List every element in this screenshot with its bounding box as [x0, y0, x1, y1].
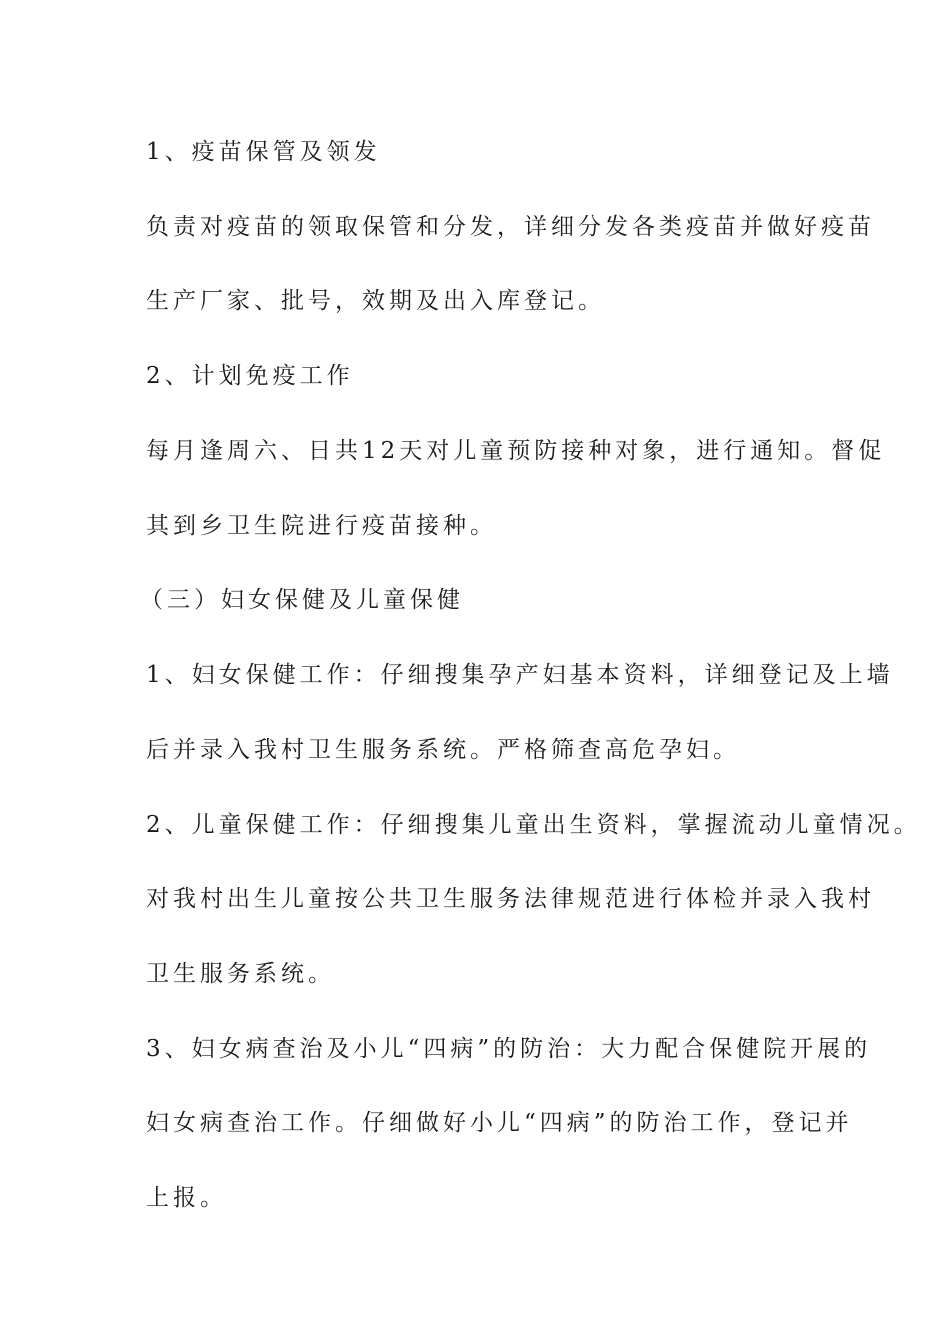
heading-vaccine-storage: 1、疫苗保管及领发: [146, 139, 381, 165]
paragraph-line: 后并录入我村卫生服务系统。严格筛查高危孕妇。: [146, 737, 740, 763]
paragraph-line: 每月逢周六、日共12天对儿童预防接种对象，进行通知。督促: [146, 438, 886, 464]
paragraph-line: 1、妇女保健工作：仔细搜集孕产妇基本资料，详细登记及上墙: [146, 662, 894, 688]
heading-immunization-plan: 2、计划免疫工作: [146, 363, 354, 389]
paragraph-line: 对我村出生儿童按公共卫生服务法律规范进行体检并录入我村: [146, 886, 875, 912]
paragraph-line: 上报。: [146, 1185, 227, 1211]
paragraph-line: 妇女病查治工作。仔细做好小儿“四病”的防治工作，登记并: [146, 1110, 853, 1136]
paragraph-line: 2、儿童保健工作：仔细搜集儿童出生资料，掌握流动儿童情况。: [146, 812, 921, 838]
section-heading-women-children-health: （三）妇女保健及儿童保健: [140, 587, 464, 613]
paragraph-line: 其到乡卫生院进行疫苗接种。: [146, 513, 497, 539]
paragraph-line: 3、妇女病查治及小儿“四病”的防治：大力配合保健院开展的: [146, 1036, 872, 1062]
paragraph-line: 生产厂家、批号，效期及出入库登记。: [146, 288, 605, 314]
paragraph-line: 卫生服务系统。: [146, 961, 335, 987]
paragraph-line: 负责对疫苗的领取保管和分发，详细分发各类疫苗并做好疫苗: [146, 214, 875, 240]
